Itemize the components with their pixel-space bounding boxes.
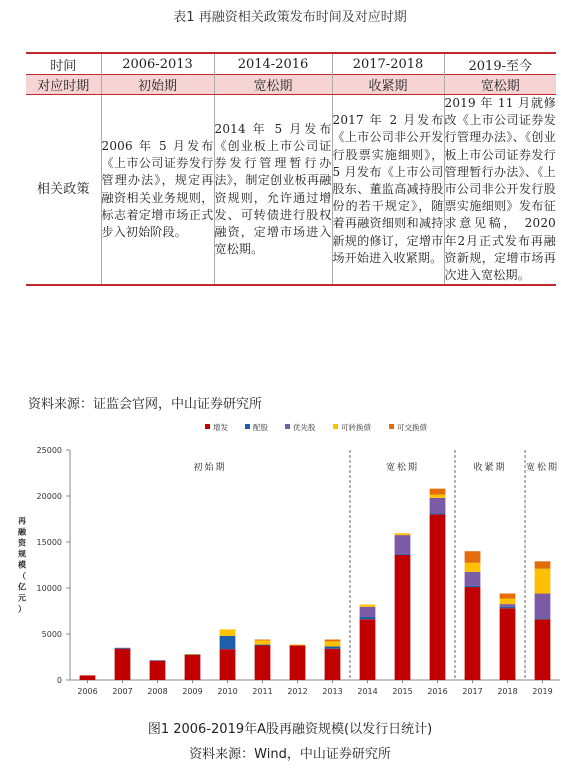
x-tick-label: 2014	[357, 687, 378, 696]
bar-segment	[360, 619, 376, 680]
y-tick-label: 20000	[36, 492, 62, 501]
policy-cell: 2006 年 5 月发布《上市公司证券发行管理办法》，规定再融资相关业务规则，标志着定增市场正式步入初始阶段。	[101, 95, 214, 286]
header-cell: 2014-2016	[214, 53, 332, 75]
bar-segment	[360, 607, 376, 617]
period-cell: 初始期	[101, 75, 214, 95]
bar-segment	[220, 636, 236, 649]
header-cell: 2019-至今	[444, 53, 556, 75]
x-tick-label: 2011	[252, 687, 273, 696]
period-label: 收紧期	[473, 463, 507, 473]
bar-segment	[465, 563, 481, 572]
bar-segment	[395, 535, 411, 554]
bar-segment	[325, 646, 341, 648]
table-header-row	[26, 53, 556, 75]
bar-segment	[395, 555, 411, 680]
bar-segment	[360, 605, 376, 607]
bar-segment	[255, 646, 271, 681]
legend-label: 增发	[213, 423, 228, 432]
legend-swatch	[389, 424, 394, 429]
legend-label: 优先股	[293, 423, 316, 432]
bar-segment	[290, 645, 306, 646]
bar-segment	[535, 619, 551, 680]
bar-segment	[185, 655, 201, 656]
bar-segment	[465, 551, 481, 563]
policy-cell: 2017 年 2 月发布《上市公司非公开发行股票实施细则》，5 月发布《上市公司股东、董监高减持股份的若干规定》，随着再融资细则和减持新规的修订，定增市场开始进入收紧期。	[332, 95, 444, 286]
figure-source-note: 资料来源：Wind，中山证券研究所	[189, 747, 391, 762]
bar-segment	[115, 648, 131, 649]
legend-swatch	[333, 424, 338, 429]
period-label: 初始期	[193, 463, 227, 473]
y-axis-label: 再融资规模（亿元）	[18, 516, 26, 614]
chart-container	[0, 418, 580, 710]
table-source-note: 资料来源：证监会官网，中山证券研究所	[28, 397, 263, 412]
bar-segment	[395, 533, 411, 535]
bar-segment	[255, 645, 271, 646]
table-title: 表1 再融资相关政策发布时间及对应时期	[173, 10, 407, 25]
x-tick-label: 2009	[182, 687, 203, 696]
bar-segment	[325, 640, 341, 642]
y-tick-label: 25000	[36, 446, 62, 455]
period-cell: 收紧期	[332, 75, 444, 95]
policy-cell: 2019 年 11 月就修改《上市公司证券发行管理办法》、《创业板上市公司证券发行管理暂行办法》、《上市公司非公开发行股票实施细则》发布征求意见稿， 2020 年2月正式发布再融资新规，定增市场再次进入宽松期。	[444, 95, 556, 286]
bar-segment	[535, 569, 551, 594]
policy-table	[26, 52, 556, 286]
x-tick-label: 2012	[287, 687, 308, 696]
bar-segment	[535, 561, 551, 568]
x-tick-label: 2006	[77, 687, 98, 696]
legend-swatch	[245, 424, 250, 429]
header-cell: 时间	[26, 53, 101, 75]
bar-segment	[360, 617, 376, 619]
figure-caption: 图1 2006-2019年A股再融资规模(以发行日统计)	[147, 722, 433, 737]
bar-segment	[430, 495, 446, 498]
policy-cell: 2014 年 5 月发布《创业板上市公司证券发行管理暂行办法》，制定创业板再融资规则，允许通过增发、可转债进行股权融资，定增市场进入宽松期。	[214, 95, 332, 286]
bar-segment	[500, 599, 516, 605]
bar-segment	[395, 554, 411, 555]
bar-segment	[465, 572, 481, 586]
bar-segment	[535, 594, 551, 619]
legend-swatch	[285, 424, 290, 429]
bar-segment	[430, 513, 446, 514]
bar-segment	[220, 629, 236, 635]
bar-segment	[500, 607, 516, 608]
bar-segment	[500, 594, 516, 599]
bar-segment	[500, 608, 516, 680]
bar-segment	[185, 655, 201, 680]
bar-segment	[185, 654, 201, 655]
x-tick-label: 2013	[322, 687, 343, 696]
bar-segment	[430, 489, 446, 495]
x-tick-label: 2018	[497, 687, 518, 696]
x-tick-label: 2019	[532, 687, 553, 696]
period-row	[26, 75, 556, 95]
period-cell: 宽松期	[214, 75, 332, 95]
policy-row	[26, 95, 556, 286]
y-tick-label: 5000	[41, 630, 62, 639]
legend-label: 可交换债	[397, 423, 427, 432]
bar-segment	[465, 587, 481, 680]
refinancing-bar-chart	[0, 418, 580, 710]
bar-segment	[80, 675, 96, 680]
bar-segment	[430, 514, 446, 680]
period-label: 宽松期	[525, 463, 560, 473]
bar-segment	[150, 660, 166, 661]
bar-segment	[150, 661, 166, 680]
y-tick-label: 0	[56, 676, 62, 685]
period-row-label: 对应时期	[26, 75, 101, 95]
legend-swatch	[205, 424, 210, 429]
y-tick-label: 15000	[36, 538, 62, 547]
bar-segment	[465, 586, 481, 587]
bar-segment	[325, 641, 341, 646]
legend-label: 可转换债	[341, 423, 371, 432]
bar-segment	[255, 640, 271, 644]
bar-segment	[115, 649, 131, 680]
x-tick-label: 2015	[392, 687, 413, 696]
x-tick-label: 2016	[427, 687, 448, 696]
x-tick-label: 2008	[147, 687, 168, 696]
bar-segment	[500, 604, 516, 607]
period-cell: 宽松期	[444, 75, 556, 95]
x-tick-label: 2017	[462, 687, 483, 696]
period-label: 宽松期	[385, 463, 420, 473]
x-tick-label: 2007	[112, 687, 133, 696]
bar-segment	[290, 646, 306, 681]
legend-label: 配股	[253, 423, 268, 432]
bar-segment	[535, 618, 551, 619]
x-tick-label: 2010	[217, 687, 238, 696]
bar-segment	[430, 498, 446, 514]
bar-segment	[255, 640, 271, 641]
header-cell: 2017-2018	[332, 53, 444, 75]
policy-row-label: 相关政策	[26, 95, 101, 286]
bar-segment	[325, 649, 341, 680]
y-tick-label: 10000	[36, 584, 62, 593]
header-cell: 2006-2013	[101, 53, 214, 75]
bar-segment	[220, 649, 236, 680]
